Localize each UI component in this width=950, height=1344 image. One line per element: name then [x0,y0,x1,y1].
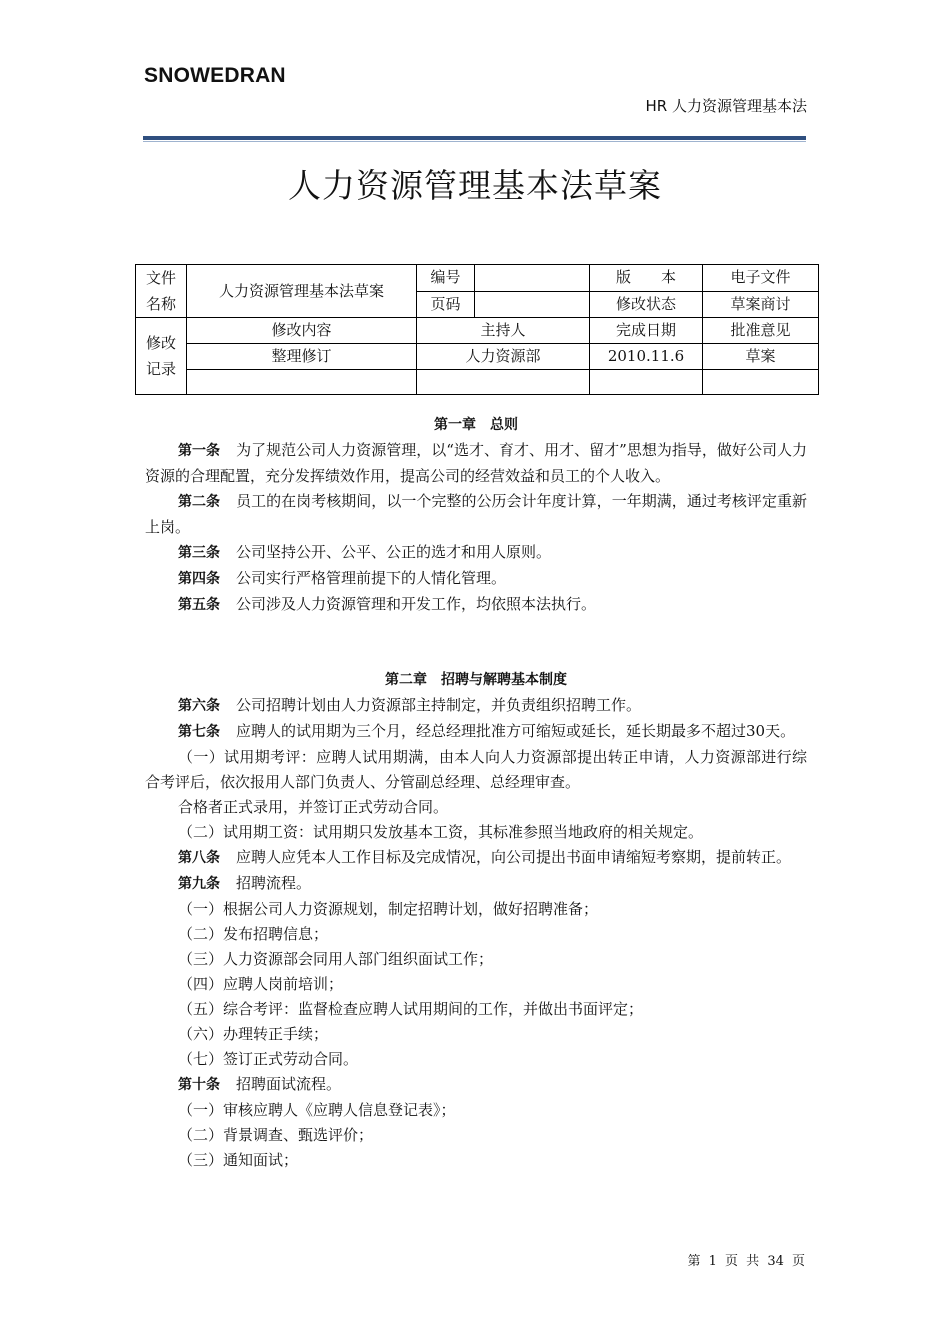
article-text: 应聘人的试用期为三个月，经总经理批准方可缩短或延长，延长期最多不超过30天。 [236,722,796,740]
company-brand: SNOWEDRAN [144,64,286,87]
list-item: （三）通知面试； [178,1151,299,1169]
article-text: 公司招聘计划由人力资源部主持制定，并负责组织招聘工作。 [236,696,642,714]
status-value: 草案商讨 [703,291,819,318]
col-approval: 批准意见 [703,318,819,344]
article-label: 第一条 [178,443,221,459]
revision-record-label: 修改记录 [136,318,187,395]
status-label: 修改状态 [590,291,703,318]
article-2 [145,489,807,540]
article-text: 应聘人应凭本人工作目标及完成情况，向公司提出书面申请缩短考察期，提前转正。 [236,848,792,866]
rev1-host: 人力资源部 [417,344,590,370]
chapter-1-heading: 第一章 总则 [434,417,518,433]
article-label: 第六条 [178,698,220,714]
article-label: 第二条 [178,494,221,510]
header-rule-thin [143,141,806,142]
list-item: （六）办理转正手续； [178,1025,329,1043]
version-label: 版 本 [590,265,703,292]
article-label: 第八条 [178,850,220,866]
article-label: 第九条 [178,876,220,892]
header-rule [143,136,806,140]
page-label: 页码 [417,291,475,318]
article-7-item-1: （一）试用期考评：应聘人试用期满，由本人向人力资源部提出转正申请，人力资源部进行综合考评后，依次报用人部门负责人、分管副总经理、总经理审查。 [145,748,807,791]
rev1-approval: 草案 [703,344,819,370]
rev1-date: 2010.11.6 [590,344,703,370]
page-value [475,291,590,318]
rev2-date [590,370,703,395]
list-item: （二）背景调查、甄选评价； [178,1126,374,1144]
article-1 [145,438,807,489]
chapter-gap [145,618,807,668]
article-7 [145,719,807,745]
version-value: 电子文件 [703,265,819,292]
article-5 [145,592,807,618]
list-item: （三）人力资源部会同用人部门组织面试工作； [178,950,494,968]
article-6 [145,693,807,719]
article-7-item-2: （二）试用期工资：试用期只发放基本工资，其标准参照当地政府的相关规定。 [178,823,704,841]
list-item: （四）应聘人岗前培训； [178,975,344,993]
article-label: 第四条 [178,571,220,587]
article-text: 员工的在岗考核期间，以一个完整的公历会计年度计算，一年期满，通过考核评定重新上岗。 [145,492,807,536]
list-item: （五）综合考评：监督检查应聘人试用期间的工作，并做出书面评定； [178,1000,644,1018]
article-text: 公司涉及人力资源管理和开发工作，均依照本法执行。 [236,595,597,613]
article-10 [145,1072,807,1098]
rev2-content [187,370,417,395]
article-7-note: 合格者正式录用，并签订正式劳动合同。 [178,798,449,816]
article-3 [145,540,807,566]
file-name-label: 文件名称 [136,265,187,318]
chapter-2-heading: 第二章 招聘与解聘基本制度 [385,672,567,688]
article-text: 招聘流程。 [236,874,312,892]
number-value [475,265,590,292]
article-8 [145,845,807,871]
col-revision-content: 修改内容 [187,318,417,344]
number-label: 编号 [417,265,475,292]
article-text: 公司坚持公开、公平、公正的选才和用人原则。 [236,543,552,561]
article-label: 第七条 [178,724,220,740]
list-item: （一）根据公司人力资源规划，制定招聘计划，做好招聘准备； [178,900,599,918]
article-text: 公司实行严格管理前提下的人情化管理。 [236,569,507,587]
document-title: 人力资源管理基本法草案 [288,166,662,205]
rev2-host [417,370,590,395]
article-text: 招聘面试流程。 [236,1075,342,1093]
list-item: （一）审核应聘人《应聘人信息登记表》； [178,1101,456,1119]
article-4 [145,566,807,592]
article-label: 第五条 [178,597,220,613]
article-text: 为了规范公司人力资源管理，以“选才、育才、用才、留才”思想为指导，做好公司人力资源的合理配置，充分发挥绩效作用，提高公司的经营效益和员工的个人收入。 [145,441,808,485]
article-9 [145,871,807,897]
col-host: 主持人 [417,318,590,344]
list-item: （七）签订正式劳动合同。 [178,1050,359,1068]
article-label: 第三条 [178,545,220,561]
file-name-value: 人力资源管理基本法草案 [187,265,417,318]
document-body [145,413,807,1173]
page-footer: 第 1 页 共 34 页 [687,1254,805,1269]
article-label: 第十条 [178,1077,220,1093]
list-item: （二）发布招聘信息； [178,925,329,943]
document-info-table [135,264,819,395]
document-header-label: HR 人力资源管理基本法 [645,97,807,115]
col-completion-date: 完成日期 [590,318,703,344]
rev1-content: 整理修订 [187,344,417,370]
rev2-approval [703,370,819,395]
